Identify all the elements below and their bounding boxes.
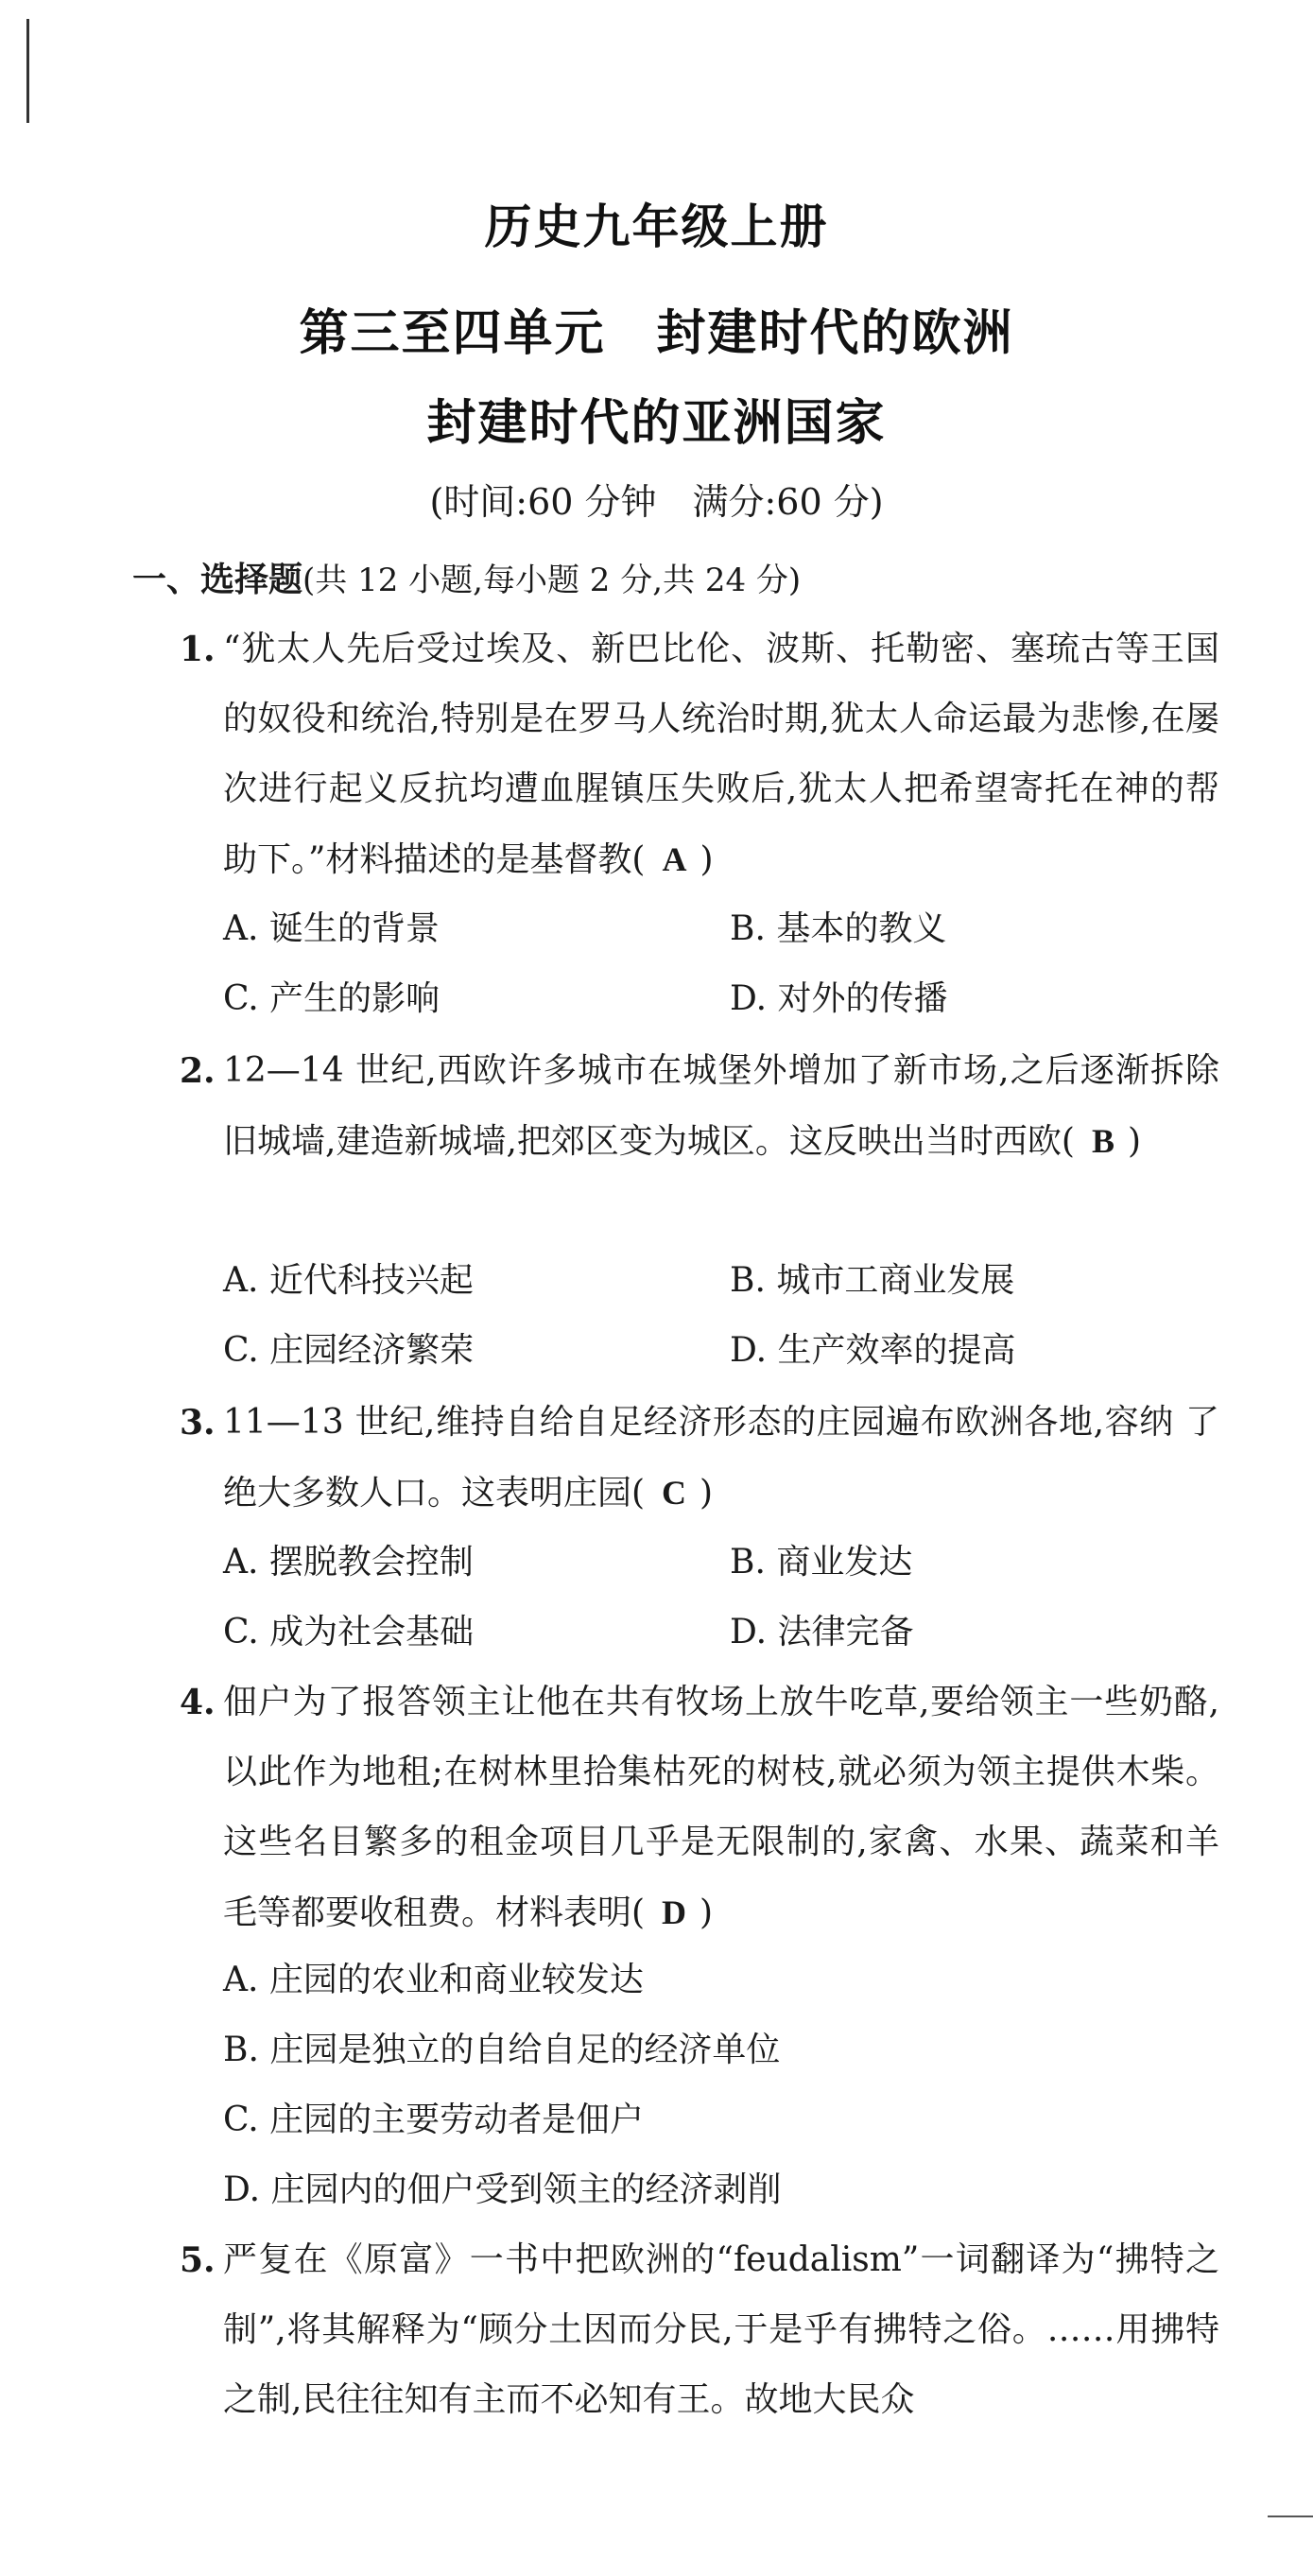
section-heading: [132, 553, 801, 601]
page-corner-mark: [1268, 2515, 1313, 2517]
question-close: ): [700, 1893, 714, 1932]
question-1: [180, 614, 1219, 895]
option-c: C. 成为社会基础: [223, 1613, 475, 1651]
question-close: ): [700, 1474, 714, 1513]
question-number: 1.: [180, 630, 216, 669]
option-d: D. 法律完备: [730, 1613, 914, 1651]
option-b: B. 基本的教义: [730, 909, 947, 948]
question-text: [223, 2225, 1219, 2435]
question-3-options: [223, 1528, 1225, 1668]
option-row: [223, 964, 1225, 1034]
option-c: C. 庄园经济繁荣: [223, 1331, 475, 1370]
question-stem: 佃户为了报答领主让他在共有牧场上放牛吃草,要给领主一些奶酪,以此作为地租;在树林里拾集枯死的树枝,就必须为领主提供木柴。这些名目繁多的租金项目几乎是无限制的,家禽、水果、蔬菜和羊毛等都要收租费。材料表明(: [223, 1683, 1219, 1932]
question-5: [180, 2225, 1219, 2435]
question-number: 4.: [180, 1683, 216, 1722]
section-note: (共 12 小题,每小题 2 分,共 24 分): [302, 562, 802, 599]
book-title: 历史九年级上册: [484, 199, 829, 254]
option-row: [223, 1246, 1225, 1316]
question-text: [223, 1668, 1219, 1948]
answer-letter: D: [662, 1893, 687, 1931]
option-d: D. 庄园内的佃户受到领主的经济剥削: [223, 2170, 782, 2209]
option-row: [223, 1528, 1225, 1598]
option-b: B. 城市工商业发展: [730, 1261, 1015, 1300]
question-4-options: [223, 1945, 1225, 2225]
question-close: ): [1127, 1122, 1141, 1161]
question-stem: 严复在《原富》一书中把欧洲的“feudalism”一词翻译为“拂特之制”,将其解释为“顾分土因而分民,于是乎有拂特之俗。……用拂特之制,民往往知有主而不必知有王。故地大民众: [223, 2240, 1219, 2419]
answer-letter: B: [1091, 1122, 1114, 1160]
question-text: [223, 1388, 1219, 1529]
question-3: [180, 1388, 1219, 1529]
option-c: C. 庄园的主要劳动者是佃户: [223, 2101, 645, 2139]
option-row: [223, 1598, 1225, 1668]
section-label: 一、选择题: [132, 560, 303, 599]
option-a: A. 近代科技兴起: [223, 1261, 474, 1300]
question-text: [223, 1036, 1219, 1177]
exam-meta: (时间:60 分钟 满分:60 分): [429, 481, 884, 523]
question-close: ): [700, 840, 714, 879]
question-stem: “犹太人先后受过埃及、新巴比伦、波斯、托勒密、塞琉古等王国的奴役和统治,特别是在罗马人统治时期,犹太人命运最为悲惨,在屡次进行起义反抗均遭血腥镇压失败后,犹太人把希望寄托在神的帮助下。”材料描述的是基督教(: [223, 630, 1219, 879]
question-number: 2.: [180, 1051, 216, 1091]
question-4: [180, 1668, 1219, 1948]
option-a: A. 诞生的背景: [223, 909, 440, 948]
answer-letter: A: [662, 840, 687, 878]
question-number: 3.: [180, 1403, 216, 1443]
option-d: D. 生产效率的提高: [730, 1331, 1016, 1370]
option-c: C. 产生的影响: [223, 979, 441, 1018]
question-stem: 12—14 世纪,西欧许多城市在城堡外增加了新市场,之后逐渐拆除旧城墙,建造新城墙,把郊区变为城区。这反映出当时西欧(: [223, 1051, 1219, 1161]
option-d: D. 对外的传播: [730, 979, 948, 1018]
question-number: 5.: [180, 2240, 216, 2280]
option-a: A. 摆脱教会控制: [223, 1543, 474, 1582]
unit-subtitle: 封建时代的亚洲国家: [426, 394, 887, 452]
question-text: [223, 614, 1219, 895]
page-edge-line: [26, 19, 29, 123]
option-row: [223, 894, 1225, 964]
question-1-options: [223, 894, 1225, 1034]
question-2: [180, 1036, 1219, 1177]
answer-letter: C: [662, 1474, 687, 1512]
unit-title: 第三至四单元 封建时代的欧洲: [299, 304, 1014, 362]
option-row: [223, 1316, 1225, 1386]
option-b: B. 庄园是独立的自给自足的经济单位: [223, 2031, 781, 2069]
option-b: B. 商业发达: [730, 1543, 913, 1582]
question-2-options: [223, 1246, 1225, 1386]
option-a: A. 庄园的农业和商业较发达: [223, 1961, 644, 1999]
question-stem: 11—13 世纪,维持自给自足经济形态的庄园遍布欧洲各地,容纳 了绝大多数人口。这表明庄园(: [223, 1403, 1219, 1513]
